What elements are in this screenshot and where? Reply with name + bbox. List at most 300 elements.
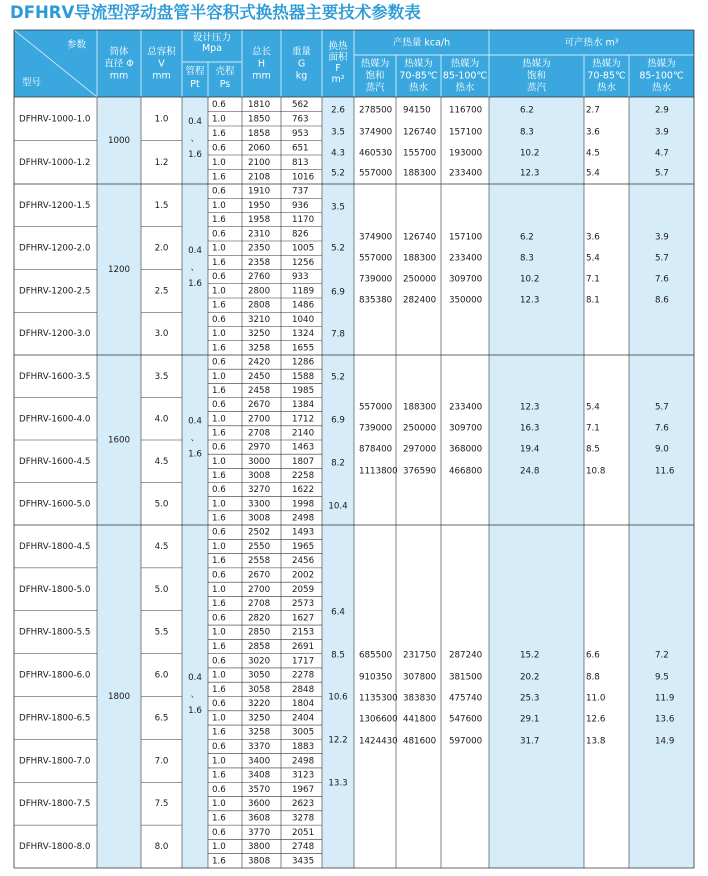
ps-value: 1.0 bbox=[212, 670, 226, 681]
height-value: 3608 bbox=[248, 813, 271, 824]
volume-value: 4.0 bbox=[154, 414, 169, 425]
water-steam-value: 24.8 bbox=[520, 466, 540, 477]
water-85-100-value: 5.7 bbox=[655, 253, 669, 264]
water-steam-value: 12.3 bbox=[520, 402, 540, 413]
volume-value: 2.5 bbox=[154, 286, 169, 297]
height-value: 2708 bbox=[248, 428, 271, 439]
page-title: DFHRV导流型浮动盘管半容积式换热器主要技术参数表 bbox=[10, 3, 421, 22]
heat-steam-value: 739000 bbox=[359, 423, 393, 434]
heat-70-85-value: 250000 bbox=[403, 423, 437, 434]
ps-value: 0.6 bbox=[212, 784, 226, 795]
water-85-100-value: 13.6 bbox=[655, 714, 675, 725]
water-70-85-value: 5.4 bbox=[586, 168, 600, 179]
height-value: 2808 bbox=[248, 300, 271, 311]
header-pt: 管程 bbox=[185, 66, 205, 77]
pt-separator: 、 bbox=[190, 134, 200, 144]
heat-70-85-value: 94150 bbox=[403, 105, 431, 116]
weight-value: 3278 bbox=[292, 813, 315, 824]
height-value: 2100 bbox=[248, 157, 271, 168]
water-85-100-value: 7.6 bbox=[655, 423, 669, 434]
area-value: 6.9 bbox=[331, 415, 345, 426]
weight-value: 1486 bbox=[292, 300, 315, 311]
weight-value: 3435 bbox=[292, 856, 315, 867]
weight-value: 813 bbox=[292, 157, 309, 168]
header-medium-6: 热媒为 bbox=[647, 58, 676, 70]
model-name: DFHRV-1200-2.0 bbox=[19, 243, 91, 254]
pt-value: 1.6 bbox=[188, 279, 202, 289]
header-medium-2: 70-85℃ bbox=[399, 70, 438, 82]
water-85-100-value: 8.6 bbox=[655, 295, 669, 306]
heat-85-100-value: 597000 bbox=[449, 736, 483, 747]
ps-value: 0.6 bbox=[212, 143, 226, 154]
height-value: 2850 bbox=[248, 627, 271, 638]
weight-value: 1717 bbox=[292, 656, 315, 667]
height-value: 2502 bbox=[248, 527, 271, 538]
water-70-85-value: 2.7 bbox=[586, 105, 600, 116]
weight-value: 2002 bbox=[292, 570, 315, 581]
diameter-value: 1600 bbox=[107, 435, 131, 446]
height-value: 2450 bbox=[248, 371, 271, 382]
weight-value: 933 bbox=[292, 272, 309, 283]
header-medium-4: 饱和 bbox=[526, 70, 547, 82]
water-85-100-value: 5.7 bbox=[655, 402, 669, 413]
ps-value: 0.6 bbox=[212, 229, 226, 240]
model-name: DFHRV-1800-8.0 bbox=[19, 842, 91, 853]
height-value: 2558 bbox=[248, 556, 271, 567]
ps-value: 0.6 bbox=[212, 442, 226, 453]
water-70-85-value: 7.1 bbox=[586, 274, 600, 285]
heat-85-100-value: 233400 bbox=[449, 168, 483, 179]
diameter-value: 1800 bbox=[107, 692, 131, 702]
weight-value: 1463 bbox=[292, 442, 315, 453]
water-steam-value: 12.3 bbox=[520, 295, 540, 306]
heat-70-85-value: 155700 bbox=[403, 148, 437, 159]
weight-value: 1804 bbox=[292, 699, 315, 710]
weight-value: 1384 bbox=[292, 400, 315, 411]
volume-value: 1.0 bbox=[154, 114, 169, 125]
height-value: 2358 bbox=[248, 257, 271, 268]
ps-value: 1.6 bbox=[212, 172, 226, 183]
ps-value: 0.6 bbox=[212, 527, 226, 538]
water-steam-value: 29.1 bbox=[520, 714, 540, 725]
water-85-100-value: 3.9 bbox=[655, 232, 669, 243]
area-value: 6.9 bbox=[331, 287, 345, 298]
model-name: DFHRV-1800-4.5 bbox=[19, 541, 91, 552]
header-medium-5: 热媒为 bbox=[592, 58, 621, 70]
height-value: 2060 bbox=[248, 143, 271, 154]
heat-steam-value: 557000 bbox=[359, 253, 393, 264]
volume-value: 5.0 bbox=[154, 584, 169, 595]
heat-70-85-value: 188300 bbox=[403, 253, 437, 264]
weight-value: 1985 bbox=[292, 385, 315, 396]
weight-value: 1286 bbox=[292, 357, 315, 368]
pt-value: 0.4 bbox=[188, 416, 202, 427]
column-band bbox=[489, 97, 584, 868]
weight-value: 2059 bbox=[292, 584, 315, 595]
heat-85-100-value: 116700 bbox=[449, 105, 483, 116]
water-steam-value: 10.2 bbox=[520, 274, 540, 285]
header-volume: V bbox=[158, 58, 165, 70]
ps-value: 1.0 bbox=[212, 842, 226, 853]
water-85-100-value: 2.9 bbox=[655, 105, 669, 116]
header-height: mm bbox=[252, 70, 271, 82]
diameter-value: 1200 bbox=[107, 265, 131, 275]
header-medium-2: 热媒为 bbox=[404, 58, 433, 70]
header-ps: Ps bbox=[219, 79, 231, 90]
heat-85-100-value: 547600 bbox=[449, 714, 483, 725]
height-value: 3800 bbox=[248, 842, 271, 853]
weight-value: 1883 bbox=[292, 742, 315, 753]
heat-85-100-value: 157100 bbox=[449, 232, 483, 243]
water-70-85-value: 3.6 bbox=[586, 127, 600, 138]
ps-value: 1.0 bbox=[212, 286, 226, 297]
heat-steam-value: 878400 bbox=[359, 444, 393, 455]
header-medium-3: 热媒为 bbox=[450, 58, 480, 70]
heat-70-85-value: 188300 bbox=[403, 402, 437, 413]
volume-value: 7.0 bbox=[154, 756, 169, 767]
height-value: 1958 bbox=[248, 215, 271, 226]
header-weight: kg bbox=[295, 70, 308, 82]
weight-value: 3123 bbox=[292, 770, 315, 781]
heat-85-100-value: 193000 bbox=[449, 148, 483, 159]
heat-85-100-value: 233400 bbox=[449, 253, 483, 264]
area-value: 2.6 bbox=[331, 105, 345, 116]
weight-value: 1998 bbox=[292, 499, 315, 510]
volume-value: 5.0 bbox=[154, 499, 169, 510]
ps-value: 0.6 bbox=[212, 742, 226, 753]
heat-85-100-value: 368000 bbox=[449, 444, 483, 455]
height-value: 3220 bbox=[248, 699, 271, 710]
heat-steam-value: 557000 bbox=[359, 402, 393, 413]
height-value: 3370 bbox=[248, 742, 271, 753]
header-volume: 总容积 bbox=[147, 46, 176, 58]
heat-85-100-value: 233400 bbox=[449, 402, 483, 413]
header-diameter: 筒体 bbox=[109, 46, 129, 58]
header-medium-4: 热媒为 bbox=[522, 58, 551, 70]
ps-value: 0.6 bbox=[212, 272, 226, 283]
water-85-100-value: 4.7 bbox=[655, 148, 669, 159]
height-value: 3808 bbox=[248, 856, 271, 867]
area-value: 10.6 bbox=[328, 692, 348, 703]
ps-value: 1.0 bbox=[212, 541, 226, 552]
heat-85-100-value: 381500 bbox=[449, 672, 483, 683]
ps-value: 1.0 bbox=[212, 200, 226, 211]
water-70-85-value: 10.8 bbox=[586, 466, 606, 477]
height-value: 3570 bbox=[248, 784, 271, 795]
height-value: 2800 bbox=[248, 286, 271, 297]
heat-70-85-value: 188300 bbox=[403, 168, 437, 179]
ps-value: 1.0 bbox=[212, 371, 226, 382]
model-name: DFHRV-1600-3.5 bbox=[19, 371, 91, 382]
weight-value: 953 bbox=[292, 128, 309, 139]
model-name: DFHRV-1600-5.0 bbox=[19, 499, 91, 510]
header-area: m² bbox=[331, 74, 345, 85]
water-85-100-value: 9.5 bbox=[655, 672, 669, 683]
height-value: 2420 bbox=[248, 357, 271, 368]
area-value: 8.2 bbox=[331, 458, 345, 469]
height-value: 3008 bbox=[248, 470, 271, 481]
volume-value: 1.2 bbox=[154, 157, 169, 168]
ps-value: 1.0 bbox=[212, 499, 226, 510]
area-value: 7.8 bbox=[331, 329, 345, 340]
ps-value: 1.0 bbox=[212, 713, 226, 724]
model-name: DFHRV-1200-2.5 bbox=[19, 286, 91, 297]
ps-value: 0.6 bbox=[212, 400, 226, 411]
heat-85-100-value: 287240 bbox=[449, 650, 483, 661]
water-steam-value: 6.2 bbox=[520, 232, 534, 243]
heat-steam-value: 460530 bbox=[359, 148, 393, 159]
model-name: DFHRV-1600-4.5 bbox=[19, 456, 91, 467]
header-medium-4: 蒸汽 bbox=[526, 82, 547, 94]
water-70-85-value: 7.1 bbox=[586, 423, 600, 434]
header-hot-water: 可产热水 m³ bbox=[564, 37, 619, 49]
weight-value: 826 bbox=[292, 229, 309, 240]
weight-value: 1170 bbox=[292, 215, 315, 226]
ps-value: 1.6 bbox=[212, 385, 226, 396]
volume-value: 7.5 bbox=[154, 799, 169, 810]
area-value: 12.2 bbox=[328, 735, 348, 746]
ps-value: 0.6 bbox=[212, 656, 226, 667]
water-85-100-value: 7.6 bbox=[655, 274, 669, 285]
weight-value: 2573 bbox=[292, 599, 315, 610]
height-value: 2700 bbox=[248, 414, 271, 425]
ps-value: 1.6 bbox=[212, 470, 226, 481]
height-value: 2350 bbox=[248, 243, 271, 254]
volume-value: 3.5 bbox=[154, 371, 169, 382]
height-value: 2310 bbox=[248, 229, 271, 240]
area-value: 3.5 bbox=[331, 202, 345, 213]
pt-separator: 、 bbox=[190, 433, 200, 444]
weight-value: 1493 bbox=[292, 527, 315, 538]
height-value: 2458 bbox=[248, 385, 271, 396]
weight-value: 1016 bbox=[292, 172, 315, 183]
weight-value: 2623 bbox=[292, 799, 315, 810]
water-70-85-value: 8.8 bbox=[586, 672, 600, 683]
area-value: 10.4 bbox=[328, 501, 348, 512]
weight-value: 1655 bbox=[292, 343, 315, 354]
ps-value: 1.0 bbox=[212, 243, 226, 254]
height-value: 2550 bbox=[248, 541, 271, 552]
volume-value: 6.0 bbox=[154, 670, 169, 681]
ps-value: 0.6 bbox=[212, 570, 226, 581]
weight-value: 2404 bbox=[292, 713, 315, 724]
heat-steam-value: 1424430 bbox=[359, 736, 398, 747]
model-name: DFHRV-1800-6.0 bbox=[19, 670, 91, 681]
heat-steam-value: 685500 bbox=[359, 650, 393, 661]
header-design-pressure: Mpa bbox=[201, 42, 223, 54]
weight-value: 2153 bbox=[292, 627, 315, 638]
height-value: 2670 bbox=[248, 570, 271, 581]
heat-70-85-value: 297000 bbox=[403, 444, 437, 455]
volume-value: 8.0 bbox=[154, 842, 169, 853]
weight-value: 3005 bbox=[292, 727, 315, 738]
header-medium-1: 热媒为 bbox=[360, 58, 390, 70]
water-70-85-value: 13.8 bbox=[586, 736, 606, 747]
heat-85-100-value: 309700 bbox=[449, 423, 483, 434]
ps-value: 1.6 bbox=[212, 343, 226, 354]
header-medium-5: 热水 bbox=[596, 82, 617, 94]
weight-value: 1627 bbox=[292, 613, 315, 624]
weight-value: 1040 bbox=[292, 314, 315, 325]
weight-value: 1256 bbox=[292, 257, 315, 268]
ps-value: 1.0 bbox=[212, 456, 226, 467]
height-value: 1850 bbox=[248, 114, 271, 125]
height-value: 2858 bbox=[248, 641, 271, 652]
model-name: DFHRV-1800-7.0 bbox=[19, 756, 91, 767]
header-medium-5: 70-85℃ bbox=[587, 70, 626, 82]
ps-value: 0.6 bbox=[212, 357, 226, 368]
ps-value: 1.0 bbox=[212, 157, 226, 168]
pt-separator: 、 bbox=[190, 263, 200, 273]
heat-steam-value: 278500 bbox=[359, 105, 393, 116]
ps-value: 1.0 bbox=[212, 756, 226, 767]
pt-separator: 、 bbox=[190, 690, 200, 700]
height-value: 1910 bbox=[248, 186, 271, 197]
weight-value: 1622 bbox=[292, 485, 315, 496]
height-value: 3258 bbox=[248, 343, 271, 354]
header-medium-1: 蒸汽 bbox=[365, 82, 385, 94]
header-medium-6: 85-100℃ bbox=[639, 70, 684, 82]
ps-value: 1.6 bbox=[212, 257, 226, 268]
header-design-pressure: 设计压力 bbox=[192, 32, 232, 44]
height-value: 2760 bbox=[248, 272, 271, 283]
volume-value: 4.5 bbox=[154, 456, 169, 467]
header-ps: 壳程 bbox=[215, 66, 235, 77]
weight-value: 2498 bbox=[292, 756, 315, 767]
area-value: 6.4 bbox=[331, 607, 345, 618]
ps-value: 1.6 bbox=[212, 599, 226, 610]
ps-value: 1.6 bbox=[212, 300, 226, 311]
height-value: 2820 bbox=[248, 613, 271, 624]
area-value: 13.3 bbox=[328, 778, 348, 789]
weight-value: 1189 bbox=[292, 286, 315, 297]
heat-70-85-value: 376590 bbox=[403, 466, 437, 477]
weight-value: 1324 bbox=[292, 329, 315, 340]
weight-value: 2456 bbox=[292, 556, 315, 567]
header-height: H bbox=[257, 58, 266, 70]
model-name: DFHRV-1000-1.0 bbox=[19, 114, 91, 125]
heat-70-85-value: 231750 bbox=[403, 650, 437, 661]
height-value: 3058 bbox=[248, 684, 271, 695]
header-weight: G bbox=[297, 58, 306, 70]
ps-value: 0.6 bbox=[212, 827, 226, 838]
model-name: DFHRV-1800-6.5 bbox=[19, 713, 91, 724]
weight-value: 1967 bbox=[292, 784, 315, 795]
weight-value: 936 bbox=[292, 200, 309, 211]
heat-70-85-value: 307800 bbox=[403, 672, 437, 683]
pt-value: 0.4 bbox=[188, 117, 202, 127]
header-volume: mm bbox=[152, 70, 171, 82]
water-70-85-value: 4.5 bbox=[586, 148, 600, 159]
volume-value: 6.5 bbox=[154, 713, 169, 724]
heat-steam-value: 739000 bbox=[359, 274, 393, 285]
ps-value: 1.0 bbox=[212, 627, 226, 638]
ps-value: 1.6 bbox=[212, 428, 226, 439]
weight-value: 1588 bbox=[292, 371, 315, 382]
model-name: DFHRV-1200-1.5 bbox=[19, 200, 91, 211]
heat-steam-value: 1135300 bbox=[359, 693, 398, 704]
heat-70-85-value: 126740 bbox=[403, 232, 437, 243]
model-name: DFHRV-1800-5.0 bbox=[19, 584, 91, 595]
ps-value: 1.0 bbox=[212, 799, 226, 810]
weight-value: 2140 bbox=[292, 428, 315, 439]
area-value: 5.2 bbox=[331, 168, 345, 179]
water-steam-value: 19.4 bbox=[520, 444, 540, 455]
header-corner-param: 参数 bbox=[66, 39, 86, 51]
ps-value: 0.6 bbox=[212, 613, 226, 624]
water-70-85-value: 5.4 bbox=[586, 402, 600, 413]
weight-value: 1005 bbox=[292, 243, 315, 254]
height-value: 3258 bbox=[248, 727, 271, 738]
weight-value: 2848 bbox=[292, 684, 315, 695]
water-85-100-value: 11.6 bbox=[655, 466, 675, 477]
column-band bbox=[322, 97, 354, 868]
height-value: 3408 bbox=[248, 770, 271, 781]
area-value: 8.5 bbox=[331, 650, 345, 661]
column-band bbox=[97, 97, 141, 868]
heat-70-85-value: 441800 bbox=[403, 714, 437, 725]
weight-value: 737 bbox=[292, 186, 309, 197]
header-medium-3: 85-100℃ bbox=[442, 70, 488, 82]
height-value: 2708 bbox=[248, 599, 271, 610]
pt-value: 0.4 bbox=[188, 246, 202, 256]
model-name: DFHRV-1800-7.5 bbox=[19, 799, 91, 810]
weight-value: 2691 bbox=[292, 641, 315, 652]
weight-value: 2051 bbox=[292, 827, 315, 838]
ps-value: 1.6 bbox=[212, 128, 226, 139]
ps-value: 1.6 bbox=[212, 641, 226, 652]
weight-value: 651 bbox=[292, 143, 309, 154]
water-steam-value: 8.3 bbox=[520, 127, 534, 138]
header-diameter: mm bbox=[109, 70, 129, 82]
ps-value: 1.0 bbox=[212, 414, 226, 425]
pt-value: 1.6 bbox=[188, 449, 202, 460]
model-name: DFHRV-1000-1.2 bbox=[19, 157, 91, 168]
volume-value: 5.5 bbox=[154, 627, 169, 638]
volume-value: 3.0 bbox=[154, 329, 169, 340]
ps-value: 1.0 bbox=[212, 329, 226, 340]
header-weight: 重量 bbox=[291, 46, 312, 58]
height-value: 1950 bbox=[248, 200, 271, 211]
water-steam-value: 25.3 bbox=[520, 693, 540, 704]
area-value: 5.2 bbox=[331, 243, 345, 254]
weight-value: 2258 bbox=[292, 470, 315, 481]
water-steam-value: 15.2 bbox=[520, 650, 540, 661]
weight-value: 562 bbox=[292, 99, 309, 110]
water-70-85-value: 5.4 bbox=[586, 253, 600, 264]
model-name: DFHRV-1200-3.0 bbox=[19, 329, 91, 340]
height-value: 3270 bbox=[248, 485, 271, 496]
height-value: 3050 bbox=[248, 670, 271, 681]
water-85-100-value: 5.7 bbox=[655, 168, 669, 179]
volume-value: 2.0 bbox=[154, 243, 169, 254]
header-area: 换热 bbox=[328, 41, 348, 52]
water-steam-value: 8.3 bbox=[520, 253, 534, 264]
ps-value: 1.6 bbox=[212, 770, 226, 781]
height-value: 3000 bbox=[248, 456, 271, 467]
model-name: DFHRV-1800-5.5 bbox=[19, 627, 91, 638]
ps-value: 1.6 bbox=[212, 813, 226, 824]
height-value: 1858 bbox=[248, 128, 271, 139]
model-name: DFHRV-1600-4.0 bbox=[19, 414, 91, 425]
water-85-100-value: 3.9 bbox=[655, 127, 669, 138]
volume-value: 4.5 bbox=[154, 541, 169, 552]
heat-85-100-value: 309700 bbox=[449, 274, 483, 285]
water-70-85-value: 11.0 bbox=[586, 693, 606, 704]
diameter-value: 1000 bbox=[107, 136, 131, 146]
heat-70-85-value: 383830 bbox=[403, 693, 437, 704]
ps-value: 1.6 bbox=[212, 856, 226, 867]
